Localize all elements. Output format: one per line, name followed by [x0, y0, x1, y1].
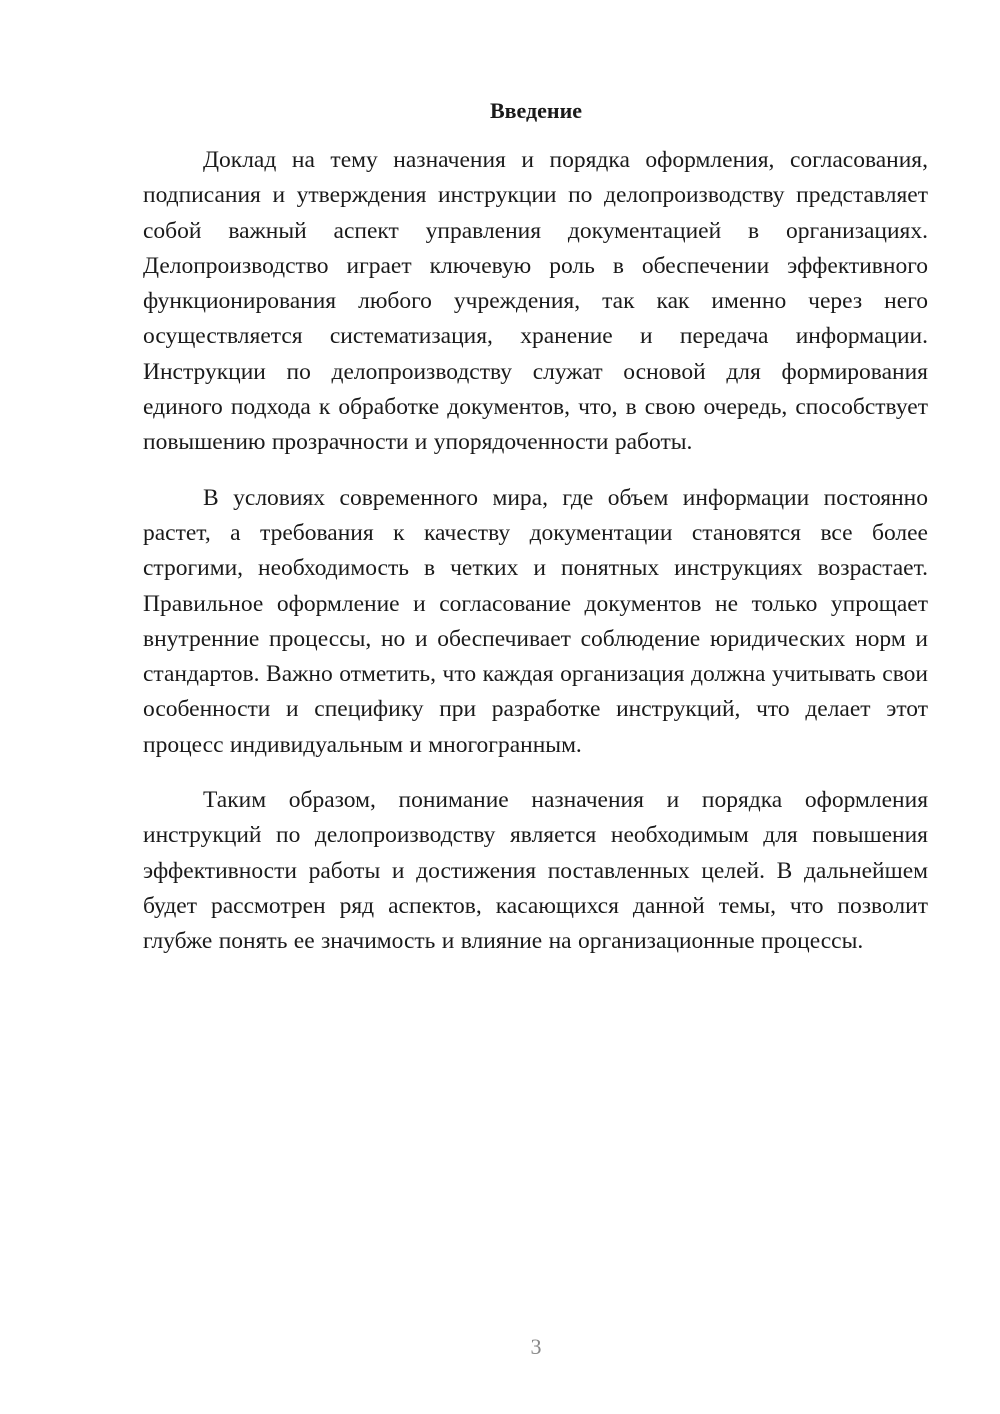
- paragraph-1: Доклад на тему назначения и порядка оформления, согласования, подписания и утверждения инструкции по делопроизводству представляет собой важный аспект управления документацией в организациях. Делопроизводство играет ключевую роль в обеспечении эффективного функционирования любого учреждения, так как именно через него осуществляется систематизация, хранение и передача информации. Инструкции по делопроизводству служат основой для формирования единого подхода к обработке документов, что, в свою очередь, способствует повышению прозрачности и упорядоченности работы.: [143, 147, 928, 456]
- page-number: 3: [530, 1334, 542, 1359]
- body-text: [143, 143, 928, 980]
- section-heading: Введение: [489, 98, 583, 123]
- paragraph-3: Таким образом, понимание назначения и порядка оформления инструкций по делопроизводству является необходимым для повышения эффективности работы и достижения поставленных целей. В дальнейшем будет рассмотрен ряд аспектов, касающихся данной темы, что позволит глубже понять ее значимость и влияние на организационные процессы.: [143, 787, 928, 955]
- paragraph-2: В условиях современного мира, где объем информации постоянно растет, а требования к качеству документации становятся все более строгими, необходимость в четких и понятных инструкциях возрастает. Правильное оформление и согласование документов не только упрощает внутренние процессы, но и обеспечивает соблюдение юридических норм и стандартов. Важно отметить, что каждая организация должна учитывать свои особенности и специфику при разработке инструкций, что делает этот процесс индивидуальным и многогранным.: [143, 484, 928, 758]
